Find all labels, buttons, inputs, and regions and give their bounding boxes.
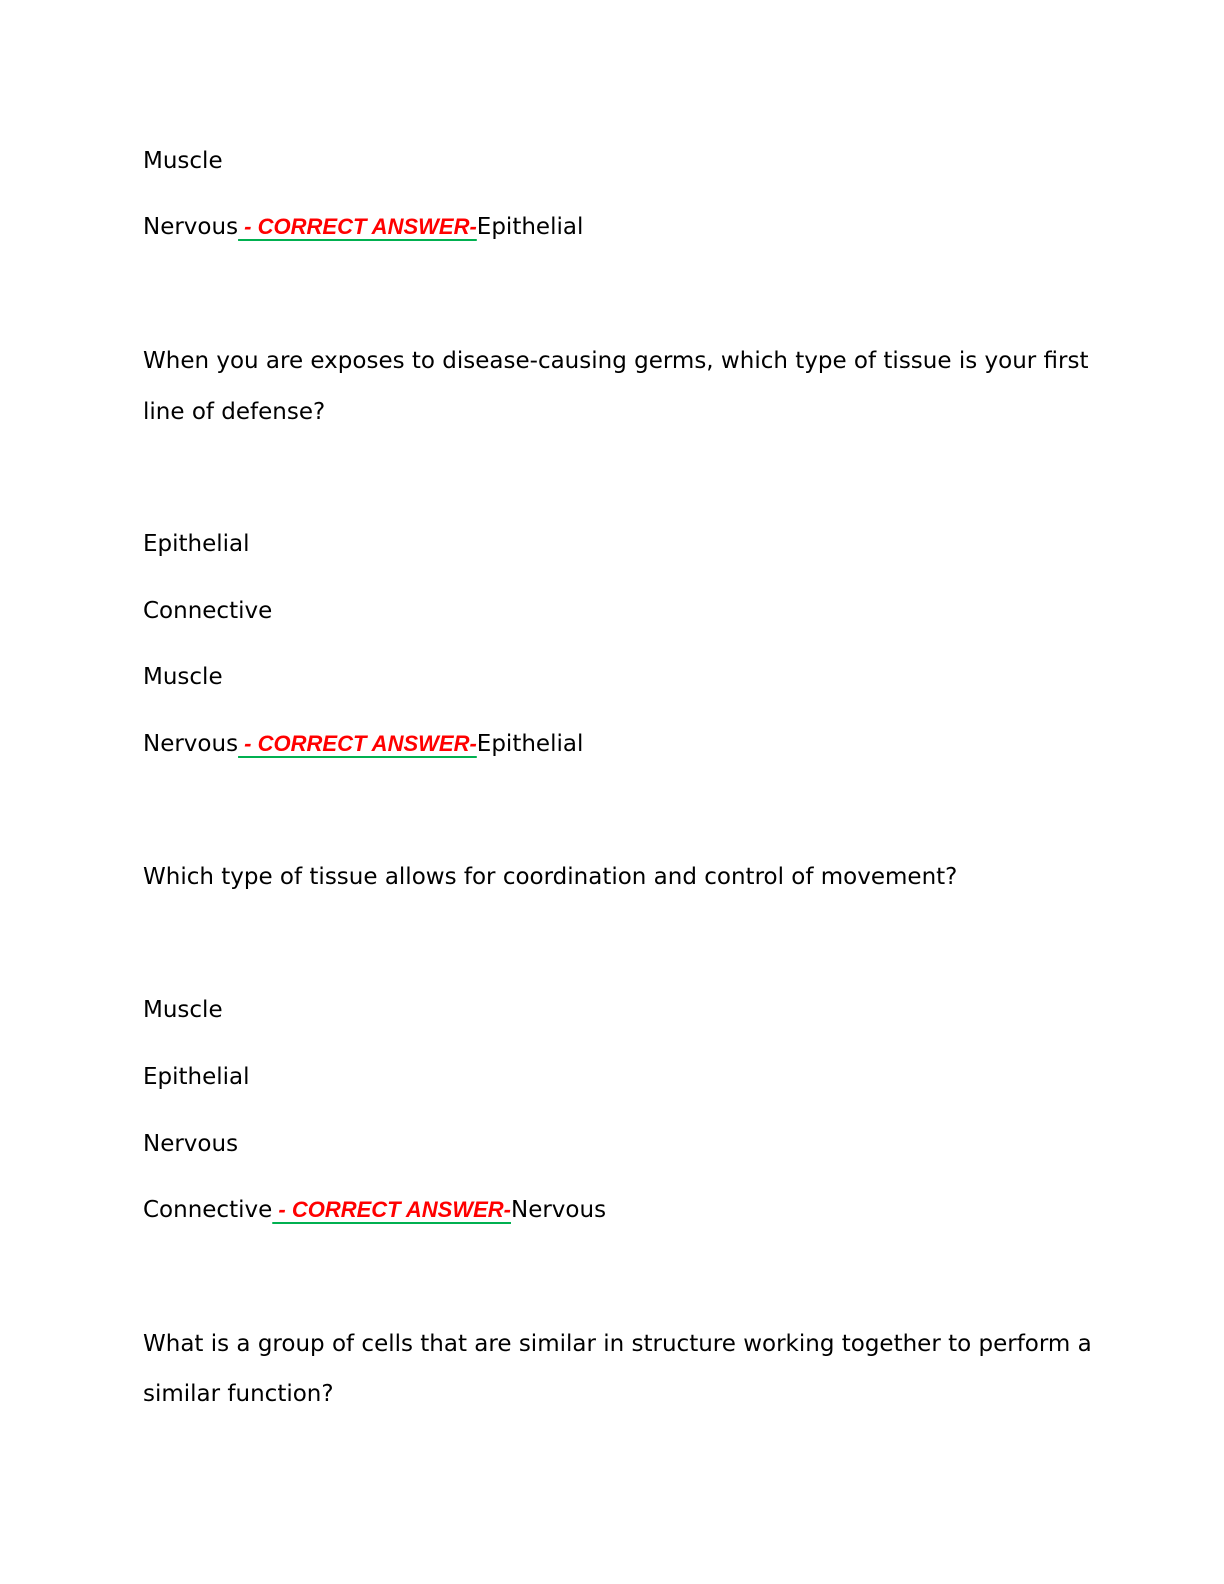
q2-option-1 [143,529,250,559]
option-text: Nervous [143,214,239,240]
question-text: similar function? [143,1381,334,1407]
q3-option-3 [143,1129,238,1159]
q3-option-2 [143,1062,250,1092]
question-text: What is a group of cells that are similar in structure working together to perform a [143,1331,1092,1357]
q2-option-4-with-answer [143,729,583,759]
answer-text: Epithelial [476,731,584,757]
q2-question-line-1 [143,346,1088,376]
q2-question-line-2 [143,397,325,427]
q4-question-line-1 [143,1329,1092,1359]
q3-option-4-with-answer [143,1195,606,1225]
q1-option-3 [143,146,223,176]
option-text: Connective [143,598,273,624]
correct-answer-marker: - CORRECT ANSWER- [238,214,477,239]
question-text: When you are exposes to disease-causing germs, which type of tissue is your first [143,348,1089,374]
option-text: Muscle [143,664,223,690]
question-text: Which type of tissue allows for coordination and control of movement? [143,864,958,890]
correct-answer-marker: - CORRECT ANSWER- [238,731,477,756]
q2-option-2 [143,596,272,626]
option-text: Epithelial [143,531,250,557]
option-text: Nervous [143,731,239,757]
answer-text: Epithelial [476,214,584,240]
option-text: Epithelial [143,1064,250,1090]
option-text: Nervous [143,1131,239,1157]
question-text: line of defense? [143,399,326,425]
q2-option-3 [143,662,223,692]
correct-answer-marker: - CORRECT ANSWER- [272,1197,511,1222]
q3-option-1 [143,995,223,1025]
option-text: Muscle [143,148,223,174]
q4-question-line-2 [143,1379,334,1409]
q3-question-line-1 [143,862,957,892]
answer-text: Nervous [511,1197,607,1223]
q1-option-4-with-answer [143,212,583,242]
option-text: Muscle [143,997,223,1023]
option-text: Connective [143,1197,273,1223]
